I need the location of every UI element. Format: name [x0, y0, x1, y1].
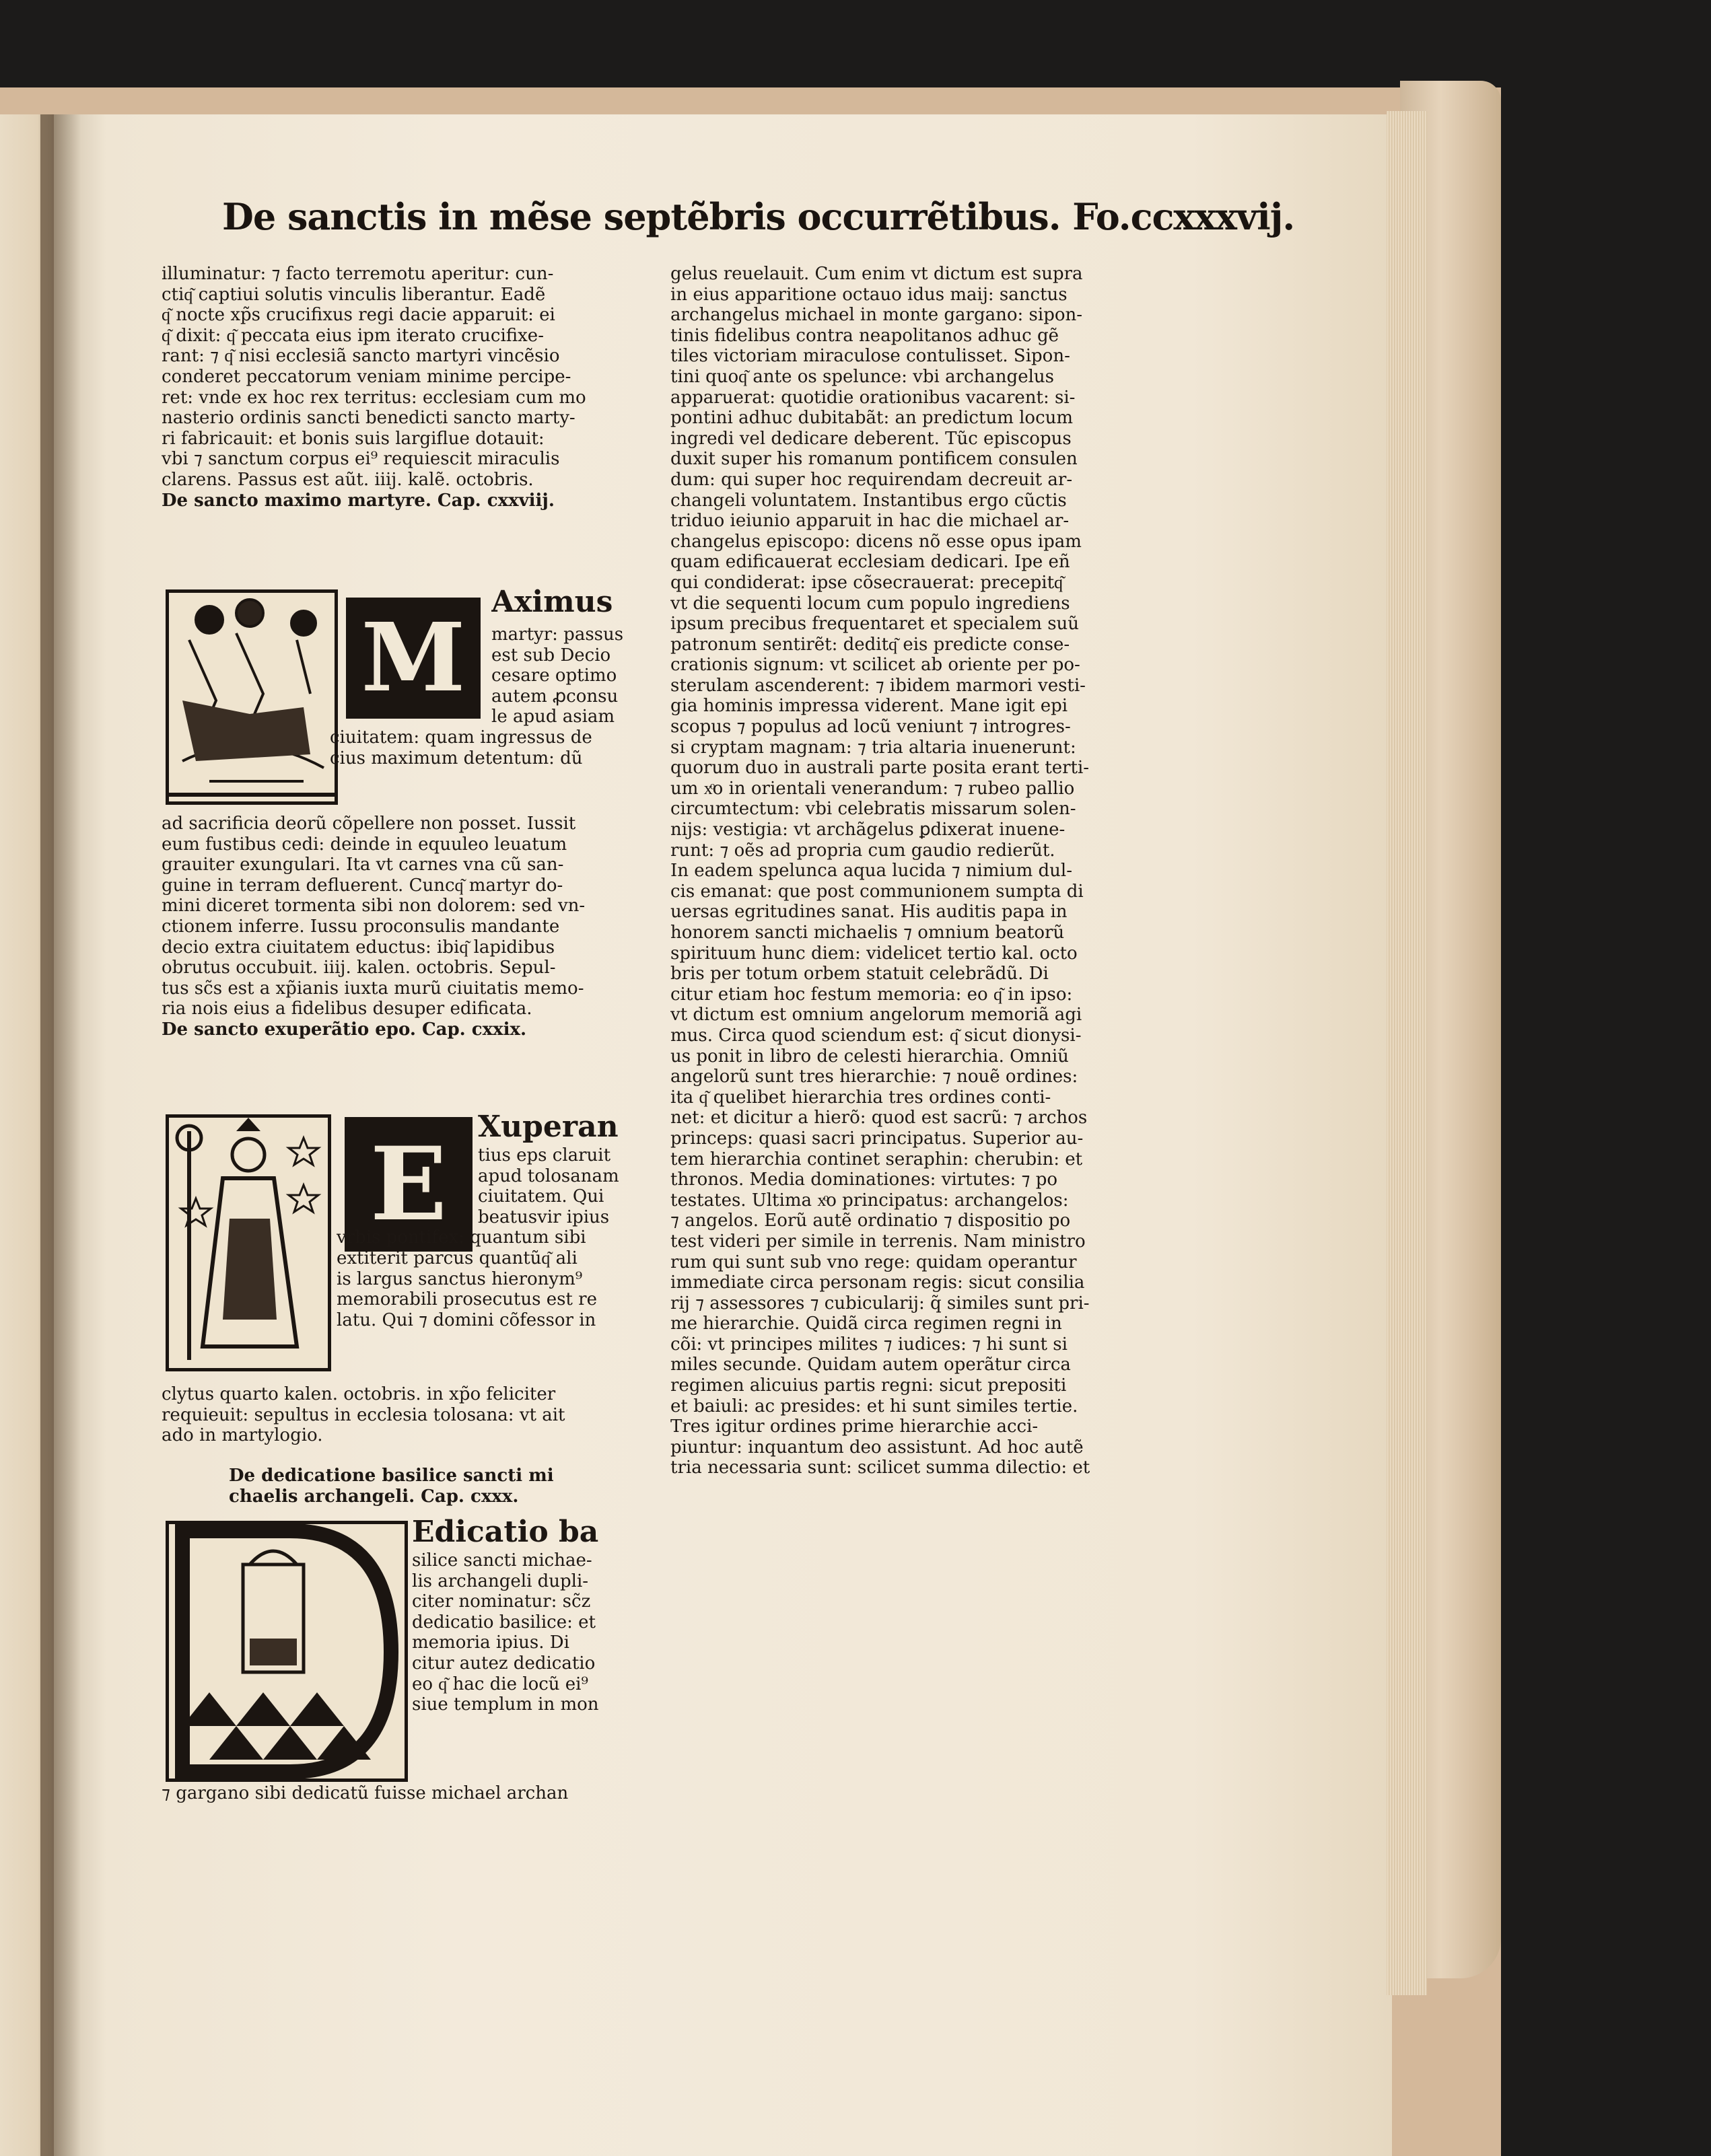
text-line: duxit super his romanum pontificem consulen: [670, 449, 1078, 470]
text-line: us ponit in libro de celesti hierarchia. Omniũ: [670, 1046, 1069, 1067]
text-line: mini diceret tormenta sibi non dolorem: sed vn-: [162, 896, 586, 917]
text-line: conderet peccatorum veniam minime percipe-: [162, 366, 571, 387]
text-line: archangelus michael in monte gargano: sipon-: [670, 305, 1083, 326]
text-line: est sub Decio: [491, 645, 611, 666]
text-line: q͂ dixit: q͂ peccata eius ipm iterato crucifixe-: [162, 325, 544, 346]
text-line: cesare optimo: [491, 666, 617, 686]
heading-dedicatio-1: De dedicatione basilice sancti mi: [229, 1466, 554, 1486]
text-line: pontini adhuc dubitabãt: an predictum locum: [670, 408, 1074, 429]
text-line: et baiuli: ac presides: et hi sunt similes tertie.: [670, 1396, 1078, 1416]
text-line: martyr: passus: [491, 624, 624, 645]
text-line: quam edificauerat ecclesiam dedicari. Ipe eñ: [670, 552, 1070, 573]
text-line: rij ⁊ assessores ⁊ cubicularij: q̃ similes sunt pri-: [670, 1293, 1090, 1314]
text-line: gelus reuelauit. Cum enim vt dictum est supra: [670, 264, 1083, 284]
initial-letter: E: [370, 1125, 448, 1244]
text-line: illuminatur: ⁊ facto terremotu aperitur: cun-: [162, 264, 554, 284]
text-line: ria nois eius a fidelibus desuper edificata.: [162, 999, 532, 1019]
text-line: requieuit: sepultus in ecclesia tolosana: vt ait: [162, 1404, 565, 1425]
text-line: tria necessaria sunt: scilicet summa dilectio: et: [670, 1458, 1090, 1478]
text-line: autem ꝓconsu: [491, 686, 619, 707]
right-column-lines: [670, 264, 1168, 1478]
text-line: regimen alicuius partis regni: sicut prepositi: [670, 1375, 1067, 1396]
text-line: dum: qui super hoc requirendam decreuit ar-: [670, 469, 1073, 490]
text-line: citur etiam hoc festum memoria: eo q͂ in ipso:: [670, 984, 1073, 1005]
text-line: citer nominatur: sc̃z: [412, 1591, 591, 1612]
woodcut-bishop-exuperatius: [166, 1114, 331, 1371]
text-line: ciuitatem. Qui: [478, 1186, 604, 1207]
text-line: Aximus: [491, 585, 613, 619]
passio-vincentii-text: [162, 264, 646, 491]
text-line: eum fustibus cedi: deinde in equuleo leuatum: [162, 834, 567, 855]
text-line: princeps: quasi sacri principatus. Superior au-: [670, 1128, 1084, 1149]
heading-exuperatius: De sancto exuperãtio epo. Cap. cxxix.: [162, 1019, 527, 1040]
text-line: mus. Circa quod sciendum est: q͂ sicut dionysi-: [670, 1025, 1082, 1046]
text-line: runt: ⁊ oẽs ad propria cum gaudio redierũt.: [670, 840, 1055, 861]
text-line: ri fabricauit: et bonis suis largiflue dotauit:: [162, 428, 545, 449]
exuperatius-body: [162, 1384, 646, 1446]
text-line: In eadem spelunca aqua lucida ⁊ nimium dul-: [670, 861, 1072, 882]
text-line: changeli voluntatem. Instantibus ergo cũctis: [670, 490, 1067, 511]
text-line: ipsum precibus frequentaret et specialem suũ: [670, 614, 1080, 635]
heading-dedicatio-2: chaelis archangeli. Cap. cxxx.: [229, 1486, 519, 1507]
text-line: ret: vnde ex hoc rex territus: ecclesiam cum mo: [162, 387, 586, 408]
initial-letter: M: [361, 603, 466, 713]
maximus-side-text: [330, 584, 653, 768]
text-line: q͂ nocte xp̃s crucifixus regi dacie apparuit: ei: [162, 305, 555, 326]
text-line: dedicatio basilice: et: [412, 1612, 596, 1632]
page-fore-edge: [1387, 111, 1427, 1995]
text-line: uersas egritudines sanat. His auditis papa in: [670, 902, 1068, 923]
text-line: bris per totum orbem statuit celebrãdũ. Di: [670, 964, 1049, 984]
dedicatio-last-line: [162, 1783, 646, 1804]
initial-m-maximus: [346, 598, 481, 719]
text-line: crationis signum: vt scilicet ab oriente per po-: [670, 655, 1080, 676]
text-line: ⁊ angelos. Eorũ autẽ ordinatio ⁊ dispositio po: [670, 1211, 1071, 1231]
text-line: clarens. Passus est aũt. iiij. kalẽ. octobris.: [162, 469, 534, 490]
running-header: De sanctis in mẽse septẽbris occurrẽtibus. Fo.ccxxxvij.: [222, 195, 1295, 238]
woodcut-initial-d-altar: [166, 1521, 408, 1782]
right-text-column: [670, 264, 1168, 1478]
text-line: guine in terram defluerent. Cuncq͂ martyr do-: [162, 875, 563, 896]
text-line: vt dictum est omnium angelorum memoriã agi: [670, 1005, 1082, 1026]
text-line: vbi ⁊ sanctum corpus ei⁹ requiescit miraculis: [162, 449, 560, 470]
maximus-side-lines: [330, 584, 653, 768]
text-line: test videri per simile in terrenis. Nam ministro: [670, 1231, 1086, 1252]
text-line: nasterio ordinis sancti benedicti sancto marty-: [162, 408, 575, 429]
text-line: patronum sentirẽt: deditq͂ eis predicte conse-: [670, 634, 1070, 655]
text-line: latu. Qui ⁊ domini cõfessor in: [337, 1309, 596, 1330]
text-line: lis archangeli dupli-: [412, 1571, 589, 1591]
text-line: citur autez dedicatio: [412, 1653, 596, 1674]
text-line: tus sc̃s est a xp̃ianis iuxta murũ ciuitatis memo-: [162, 978, 584, 999]
text-line: si cryptam magnam: ⁊ tria altaria inuenerunt:: [670, 737, 1076, 758]
text-line: decio extra ciuitatem eductus: ibiq͂ lapidibus: [162, 937, 555, 958]
exuperatius-side-lines: [337, 1109, 653, 1330]
text-line: circumtectum: vbi celebratis missarum solen-: [670, 799, 1076, 820]
text-line: clytus quarto kalen. octobris. in xp̃o feliciter: [162, 1384, 556, 1404]
text-line: tem hierarchia continet seraphin: cherubin: et: [670, 1149, 1083, 1170]
dedicatio-last: ⁊ gargano sibi dedicatũ fuisse michael archan: [162, 1783, 569, 1803]
text-line: apud tolosanam: [478, 1165, 619, 1186]
text-line: angelorũ sunt tres hierarchie: ⁊ nouẽ ordines:: [670, 1067, 1078, 1087]
text-line: qui condiderat: ipse cõsecrauerat: precepitq͂: [670, 572, 1063, 593]
text-line: net: et dicitur a hierõ: quod est sacrũ: ⁊ archos: [670, 1108, 1088, 1128]
maximus-body: [162, 814, 646, 1040]
text-line: apparuerat: quotidie orationibus vacarent: si-: [670, 387, 1076, 408]
text-line: ingredi vel dedicare deberent. Tũc episcopus: [670, 428, 1072, 449]
text-line: ctiq͂ captiui solutis vinculis liberantur. Eadẽ: [162, 284, 546, 305]
left-text-column: [162, 264, 646, 511]
text-line: nijs: vestigia: vt archãgelus ꝑdixerat inuene-: [670, 820, 1066, 840]
text-line: cius maximum detentum: dũ: [330, 748, 583, 768]
text-line: le apud asiam: [491, 707, 615, 727]
binding-gutter-shadow: [40, 114, 81, 2156]
text-line: um xͦo in orientali venerandum: ⁊ rubeo pallio: [670, 778, 1075, 799]
dedicatio-side-lines: [412, 1514, 654, 1715]
text-line: extiterit parcus quantũq͂ ali: [337, 1248, 578, 1268]
text-line: spirituum hunc diem: videlicet tertio kal. octo: [670, 943, 1078, 964]
text-line: tius eps claruit: [478, 1145, 611, 1165]
exuperatius-side-text: [337, 1109, 653, 1330]
text-line: ctionem inferre. Iussu proconsulis mandante: [162, 916, 560, 937]
text-line: cõi: vt principes milites ⁊ iudices: ⁊ hi sunt si: [670, 1334, 1068, 1355]
text-line: in eius apparitione octauo idus maij: sanctus: [670, 284, 1068, 305]
text-line: obrutus occubuit. iiij. kalen. octobris. Sepul-: [162, 958, 556, 978]
text-line: quorum duo in australi parte posita erant terti-: [670, 758, 1090, 779]
heading-maximus: De sancto maximo martyre. Cap. cxxviij.: [162, 490, 555, 511]
text-line: vt die sequenti locum cum populo ingrediens: [670, 593, 1070, 614]
text-line: Xuperan: [478, 1110, 619, 1144]
text-line: memorabili prosecutus est re: [337, 1289, 597, 1310]
text-line: cis emanat: que post communionem sumpta di: [670, 881, 1084, 902]
text-line: memoria ipius. Di: [412, 1632, 569, 1653]
dedicatio-heading-block: [229, 1466, 646, 1507]
dedicatio-side-text: [412, 1514, 654, 1715]
text-line: beatusvir ipius: [478, 1207, 610, 1227]
text-line: miles secunde. Quidam autem operãtur circa: [670, 1355, 1071, 1375]
maximus-body-lines: [162, 814, 646, 1019]
text-line: tinis fidelibus contra neapolitanos adhuc gẽ: [670, 325, 1059, 346]
text-line: immediate circa personam regis: sicut consilia: [670, 1272, 1085, 1293]
text-line: siue templum in mon: [412, 1694, 599, 1715]
text-line: ad sacrificia deorũ cõpellere non posset. Iussit: [162, 814, 576, 834]
text-line: ita q͂ quelibet hierarchia tres ordines conti-: [670, 1087, 1051, 1108]
text-line: thronos. Media dominationes: virtutes: ⁊ po: [670, 1170, 1058, 1190]
text-line: is largus sanctus hieronym⁹: [337, 1268, 583, 1289]
text-line: ciuitatem: quam ingressus de: [330, 727, 592, 748]
text-line: eo q͂ hac die locũ ei⁹: [412, 1674, 588, 1694]
text-line: gia hominis impressa viderent. Mane igit epi: [670, 696, 1068, 717]
text-line: scopus ⁊ populus ad locũ veniunt ⁊ introgres-: [670, 717, 1071, 738]
text-line: piuntur: inquantum deo assistunt. Ad hoc autẽ: [670, 1437, 1084, 1458]
text-line: changelus episcopo: dicens nõ esse opus ipam: [670, 531, 1082, 552]
woodcut-martyrdom-maximus: [166, 589, 338, 805]
text-line: grauiter exungulari. Ita vt carnes vna cũ san-: [162, 855, 564, 875]
text-line: Edicatio ba: [412, 1515, 599, 1549]
text-line: Tres igitur ordines prime hierarchie acci-: [670, 1416, 1039, 1437]
text-line: rant: ⁊ q͂ nisi ecclesiã sancto martyri vincẽsio: [162, 346, 560, 367]
text-line: tini quoq͂ ante os spelunce: vbi archangelus: [670, 366, 1054, 387]
text-line: silice sancti michae-: [412, 1550, 592, 1571]
text-line: testates. Ultima xͦo principatus: archangelos:: [670, 1190, 1069, 1211]
text-line: ado in martylogio.: [162, 1425, 323, 1446]
exuperatius-body-lines: [162, 1384, 646, 1446]
text-line: rum qui sunt sub vno rege: quidam operantur: [670, 1252, 1077, 1272]
text-line: triduo ieiunio apparuit in hac die michael ar-: [670, 511, 1070, 532]
text-line: vrbis pontifex: quantum sibi: [337, 1227, 586, 1248]
text-line: tiles victoriam miraculose contulisset. Sipon-: [670, 346, 1070, 367]
text-line: honorem sancti michaelis ⁊ omnium beatorũ: [670, 923, 1065, 943]
text-line: sterulam ascenderent: ⁊ ibidem marmori vesti-: [670, 675, 1086, 696]
text-line: me hierarchie. Quidã circa regimen regni in: [670, 1314, 1062, 1334]
